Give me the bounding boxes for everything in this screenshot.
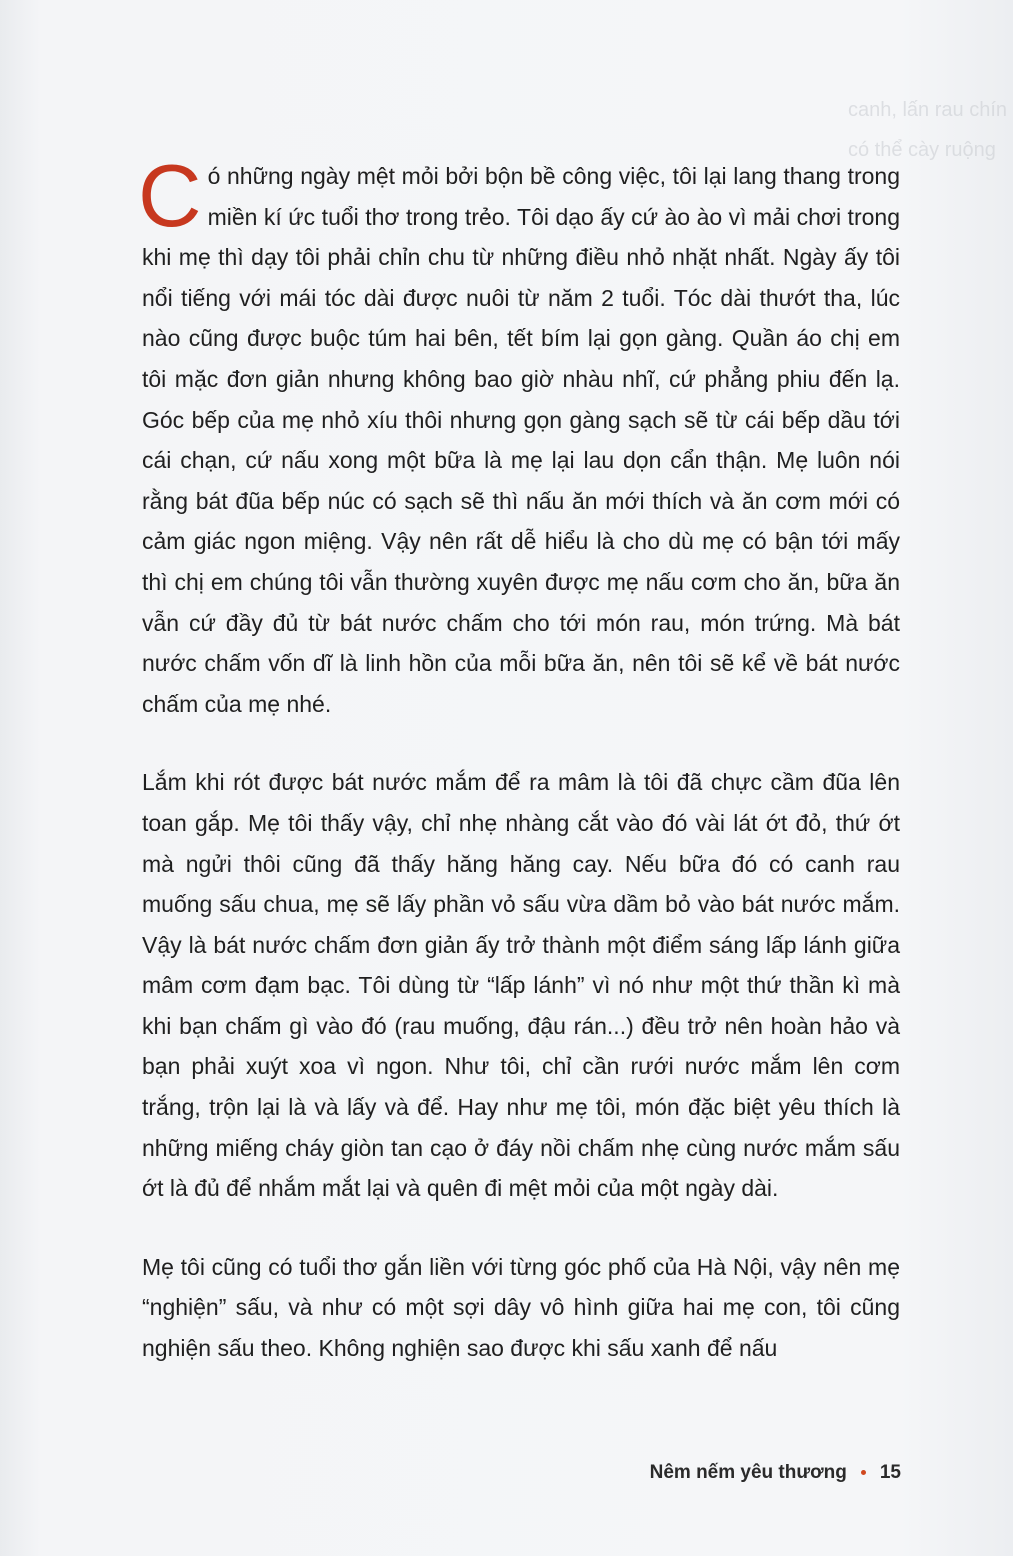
running-title: Nêm nếm yêu thương [649, 1462, 847, 1483]
paragraph-1-text: ó những ngày mệt mỏi bởi bộn bề công việc, tôi lại lang thang trong miền kí ức tuổi thơ trong trẻo. Tôi dạo ấy cứ ào ào vì mải chơi trong khi mẹ thì dạy tôi phải chỉn chu từ những điều nhỏ nhặt nhất. Ngày ấy tôi nổi tiếng với mái tóc dài được nuôi từ năm 2 tuổi. Tóc dài thướt tha, lúc nào cũng được buộc túm hai bên, tết bím lại gọn gàng. Quần áo chị em tôi mặc đơn giản nhưng không bao giờ nhàu nhĩ, cứ phẳng phiu đến lạ. Góc bếp của mẹ nhỏ xíu thôi nhưng gọn gàng sạch sẽ từ cái bếp dầu tới cái chạn, cứ nấu xong một bữa là mẹ lại lau dọn cẩn thận. Mẹ luôn nói rằng bát đũa bếp núc có sạch sẽ thì nấu ăn mới thích và ăn cơm mới có cảm giác ngon miệng. Vậy nên rất dễ hiểu là cho dù mẹ có bận tới mấy thì chị em chúng tôi vẫn thường xuyên được mẹ nấu cơm cho ăn, bữa ăn vẫn cứ đầy đủ từ bát nước chấm cho tới món rau, món trứng. Mà bát nước chấm vốn dĩ là linh hồn của mỗi bữa ăn, nên tôi sẽ kể về bát nước chấm của mẹ nhé. [142, 163, 900, 717]
bleed-through-line: có thể cày ruộng [848, 139, 996, 161]
bleed-through-line: canh, lấn rau chín [848, 99, 1007, 121]
paragraph-1 [138, 146, 900, 724]
paragraph-3: Mẹ tôi cũng có tuổi thơ gắn liền với từng góc phố của Hà Nội, vậy nên mẹ “nghiện” sấu, và như có một sợi dây vô hình giữa hai mẹ con, tôi cũng nghiện sấu theo. Không nghiện sao được khi sấu xanh để nấu [142, 1253, 900, 1362]
body-text [138, 146, 900, 1369]
paragraph-2: Lắm khi rót được bát nước mắm để ra mâm là tôi đã chực cầm đũa lên toan gắp. Mẹ tôi thấy vậy, chỉ nhẹ nhàng cắt vào đó vài lát ớt đỏ, thứ ớt mà ngửi thôi cũng đã thấy hăng hăng cay. Nếu bữa đó có canh rau muống sấu chua, mẹ sẽ lấy phần vỏ sấu vừa dầm bỏ vào bát nước mắm. Vậy là bát nước chấm đơn giản ấy trở thành một điểm sáng lấp lánh giữa mâm cơm đạm bạc. Tôi dùng từ “lấp lánh” vì nó như một thứ thần kì mà khi bạn chấm gì vào đó (rau muống, đậu rán...) đều trở nên hoàn hảo và bạn phải xuýt xoa vì ngon. Như tôi, chỉ cần rưới nước mắm lên cơm trắng, trộn lại là và lấy và để. Hay như mẹ tôi, món đặc biệt yêu thích là những miếng cháy giòn tan cạo ở đáy nồi chấm nhẹ cùng nước mắm sấu ớt là đủ để nhắm mắt lại và quên đi mệt mỏi của một ngày dài. [142, 769, 900, 1202]
page-footer [650, 1462, 901, 1484]
drop-cap: C [138, 146, 202, 245]
bullet-dot-icon [861, 1470, 866, 1475]
page-number: 15 [879, 1462, 901, 1483]
